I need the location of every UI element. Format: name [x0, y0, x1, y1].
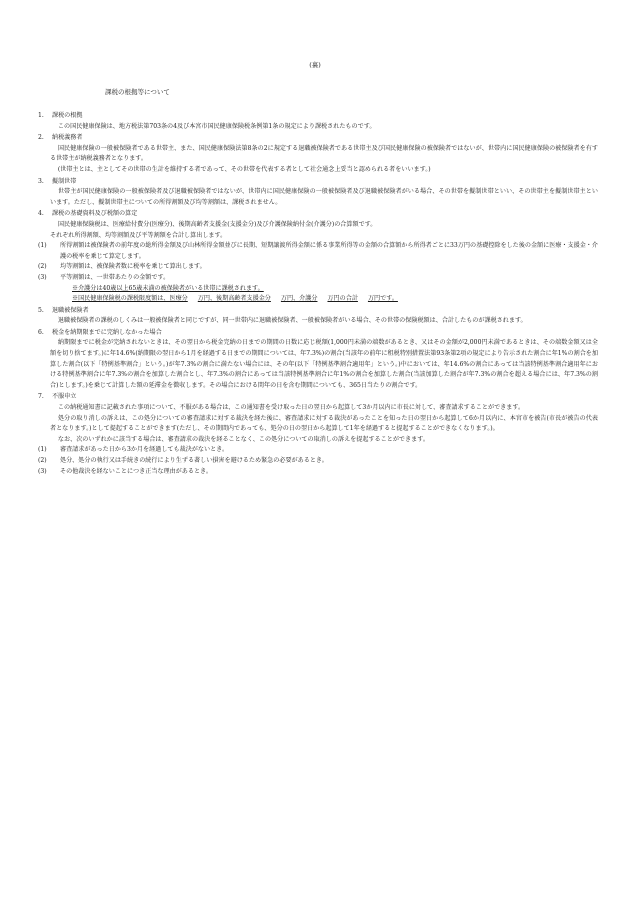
- document-title: 課税の根拠等について: [105, 88, 170, 96]
- section-heading: 4. 課税の基礎資料及び税額の算定: [38, 210, 138, 218]
- section-paragraph: (世帯主とは、主としてその世帯の生計を維持する者であって、その世帯を代表する者として社会通念上妥当と認められる者をいいます。): [57, 165, 431, 173]
- back-side-label: (裏): [309, 61, 321, 69]
- section-4: [38, 209, 598, 304]
- section-paragraph: 退職被保険者の課税のしくみは一般被保険者と同じですが、同一世帯内に退職被保険者、一般被保険者がいる場合、その世帯の保険税額は、合計したものが課税されます。: [57, 317, 527, 325]
- list-item: (2) 均等割額は、被保険者数に税率を乗じて算出します。: [38, 263, 206, 271]
- list-item: (3) 平等割額は、一世帯あたりの金額です。: [38, 273, 170, 281]
- section-paragraph: この納税通知書に記載された事項について、不服がある場合は、この通知書を受け取った日の翌日から起算して3か月以内に市長に対して、審査請求することができます。: [57, 404, 525, 412]
- notes: [38, 284, 598, 305]
- section-heading: 3. 擬制世帯: [38, 177, 77, 185]
- section-6: [38, 328, 598, 392]
- section-paragraph: 世帯主が国民健康保険の一般被保険者及び退職被保険者ではないが、世帯内に国民健康保険の一般被保険者及び退職被保険者がいる場合、その世帯を擬制世帯といい、その世帯主を擬制世帯主といいます。ただし、擬制世帯主についての所得割額及び均等割額は、課税されません。: [50, 188, 598, 206]
- section-paragraph: 国民健康保険税は、医療給付費分(医療分)、後期高齢者支援金(支援金分)及び介護保険納付金(介護分)の合算額です。: [57, 220, 377, 228]
- limit-note-support: 万円、介護分: [280, 295, 318, 303]
- section-5: [38, 306, 598, 327]
- limit-note: [72, 294, 598, 305]
- section-3: [38, 177, 598, 209]
- list-item: (3) その他裁決を経ないことにつき正当な理由があるとき。: [38, 467, 212, 475]
- section-heading: 6. 税金を納期限までに完納しなかった場合: [38, 328, 162, 336]
- limit-note-care: 万円の合計: [327, 295, 358, 303]
- care-note: ※介護分は40歳以上65歳未満の被保険者がいる世帯に課税されます。: [72, 284, 264, 292]
- section-2: [38, 133, 598, 175]
- list-item: (1) 審査請求があった日から3か月を経過しても裁決がないとき。: [38, 446, 229, 454]
- section-paragraph: それぞれ所得割額、均等割額及び平等割額を合計し算出します。: [50, 231, 227, 239]
- section-heading: 7. 不服申立: [38, 393, 77, 401]
- section-paragraph: この国民健康保険は、地方税法第703条の4及び本宮市国民健康保険税条例第1条の規定により課税されたものです。: [57, 122, 376, 130]
- list-item: (2) 処分、処分の執行又は手続きの続行により生ずる著しい損害を避けるため緊急の必要があるとき。: [38, 457, 328, 464]
- sections: [38, 111, 598, 478]
- section-heading: 5. 退職被保険者: [38, 306, 89, 314]
- section-paragraph: 納期限までに税金が完納されないときは、その翌日から税金完納の日までの期間の日数に応じ税額(1,000円未満の端数があるとき、又はその金額が2,000円未満であるときは、その端数金額又は全額を切り捨てます。)に年14.6%(納期限の翌日から1月を経過する日までの期間については、年7.3%)の割合(当該年の前年に租税特別措置法第93条第2項の規定により告示された割合に年1%の割合を加算した割合(以下「特例基準割合」という。)が年7.3%の割合に満たない場合には、その年(以下「特例基準割合適用年」という。)中においては、年14.6%の割合にあっては当該特例基準割合適用年における特例基準割合に年7.3%の割合を加算した割合とし、年7.3%の割合にあっては当該特例基準割合に年1%の割合を加算した割合(当該加算した割合が年7.3%の割合を超える場合には、年7.3%の割合)とします。)を乗じて計算した額の延滞金を徴収します。その場合における閏年の日を含む期間についても、365日当たりの割合です。: [50, 339, 598, 389]
- section-paragraph: 処分の取り消しの訴えは、この処分についての審査請求に対する裁決を経た後に、審査請求に対する裁決があったことを知った日の翌日から起算して6か月以内に、本宮市を被告(市長が被告の代表者となります。)として提起することができます(ただし、その期間内であっても、処分の日の翌日から起算して1年を経過すると提起することができなくなります。)。: [50, 414, 598, 433]
- list-item: (1) 所得割額は被保険者の前年度の総所得金額及び山林所得金額並びに長期、短期譲渡所得金額に係る事業所得等の金額の合算額から所得者ごとに33万円の基礎控除をした後の金額に医療・支援金・介護の税率を乗じて算定します。: [38, 242, 598, 260]
- section-heading: 1. 課税の根拠: [38, 112, 83, 119]
- section-7: [38, 392, 598, 477]
- limit-note-medical: 万円、後期高齢者支援金分: [197, 295, 271, 303]
- section-paragraph: 国民健康保険の一般被保険者である世帯主、また、国民健康保険法第8条の2に規定する退職被保険者である世帯主及び国民健康保険の被保険者ではないが、世帯内に国民健康保険の被保険者を有する世帯主が納税義務者となります。: [50, 144, 598, 163]
- limit-note-total: 万円です。: [367, 295, 398, 303]
- limit-note-lead: ※国民健康保険税の課税限度額は、医療分: [72, 295, 188, 303]
- section-heading: 2. 納税義務者: [38, 134, 83, 142]
- section-1: [38, 111, 598, 132]
- section-paragraph: なお、次のいずれかに該当する場合は、審査請求の裁決を経ることなく、この処分についての取消しの訴えを提起することができます。: [57, 435, 429, 443]
